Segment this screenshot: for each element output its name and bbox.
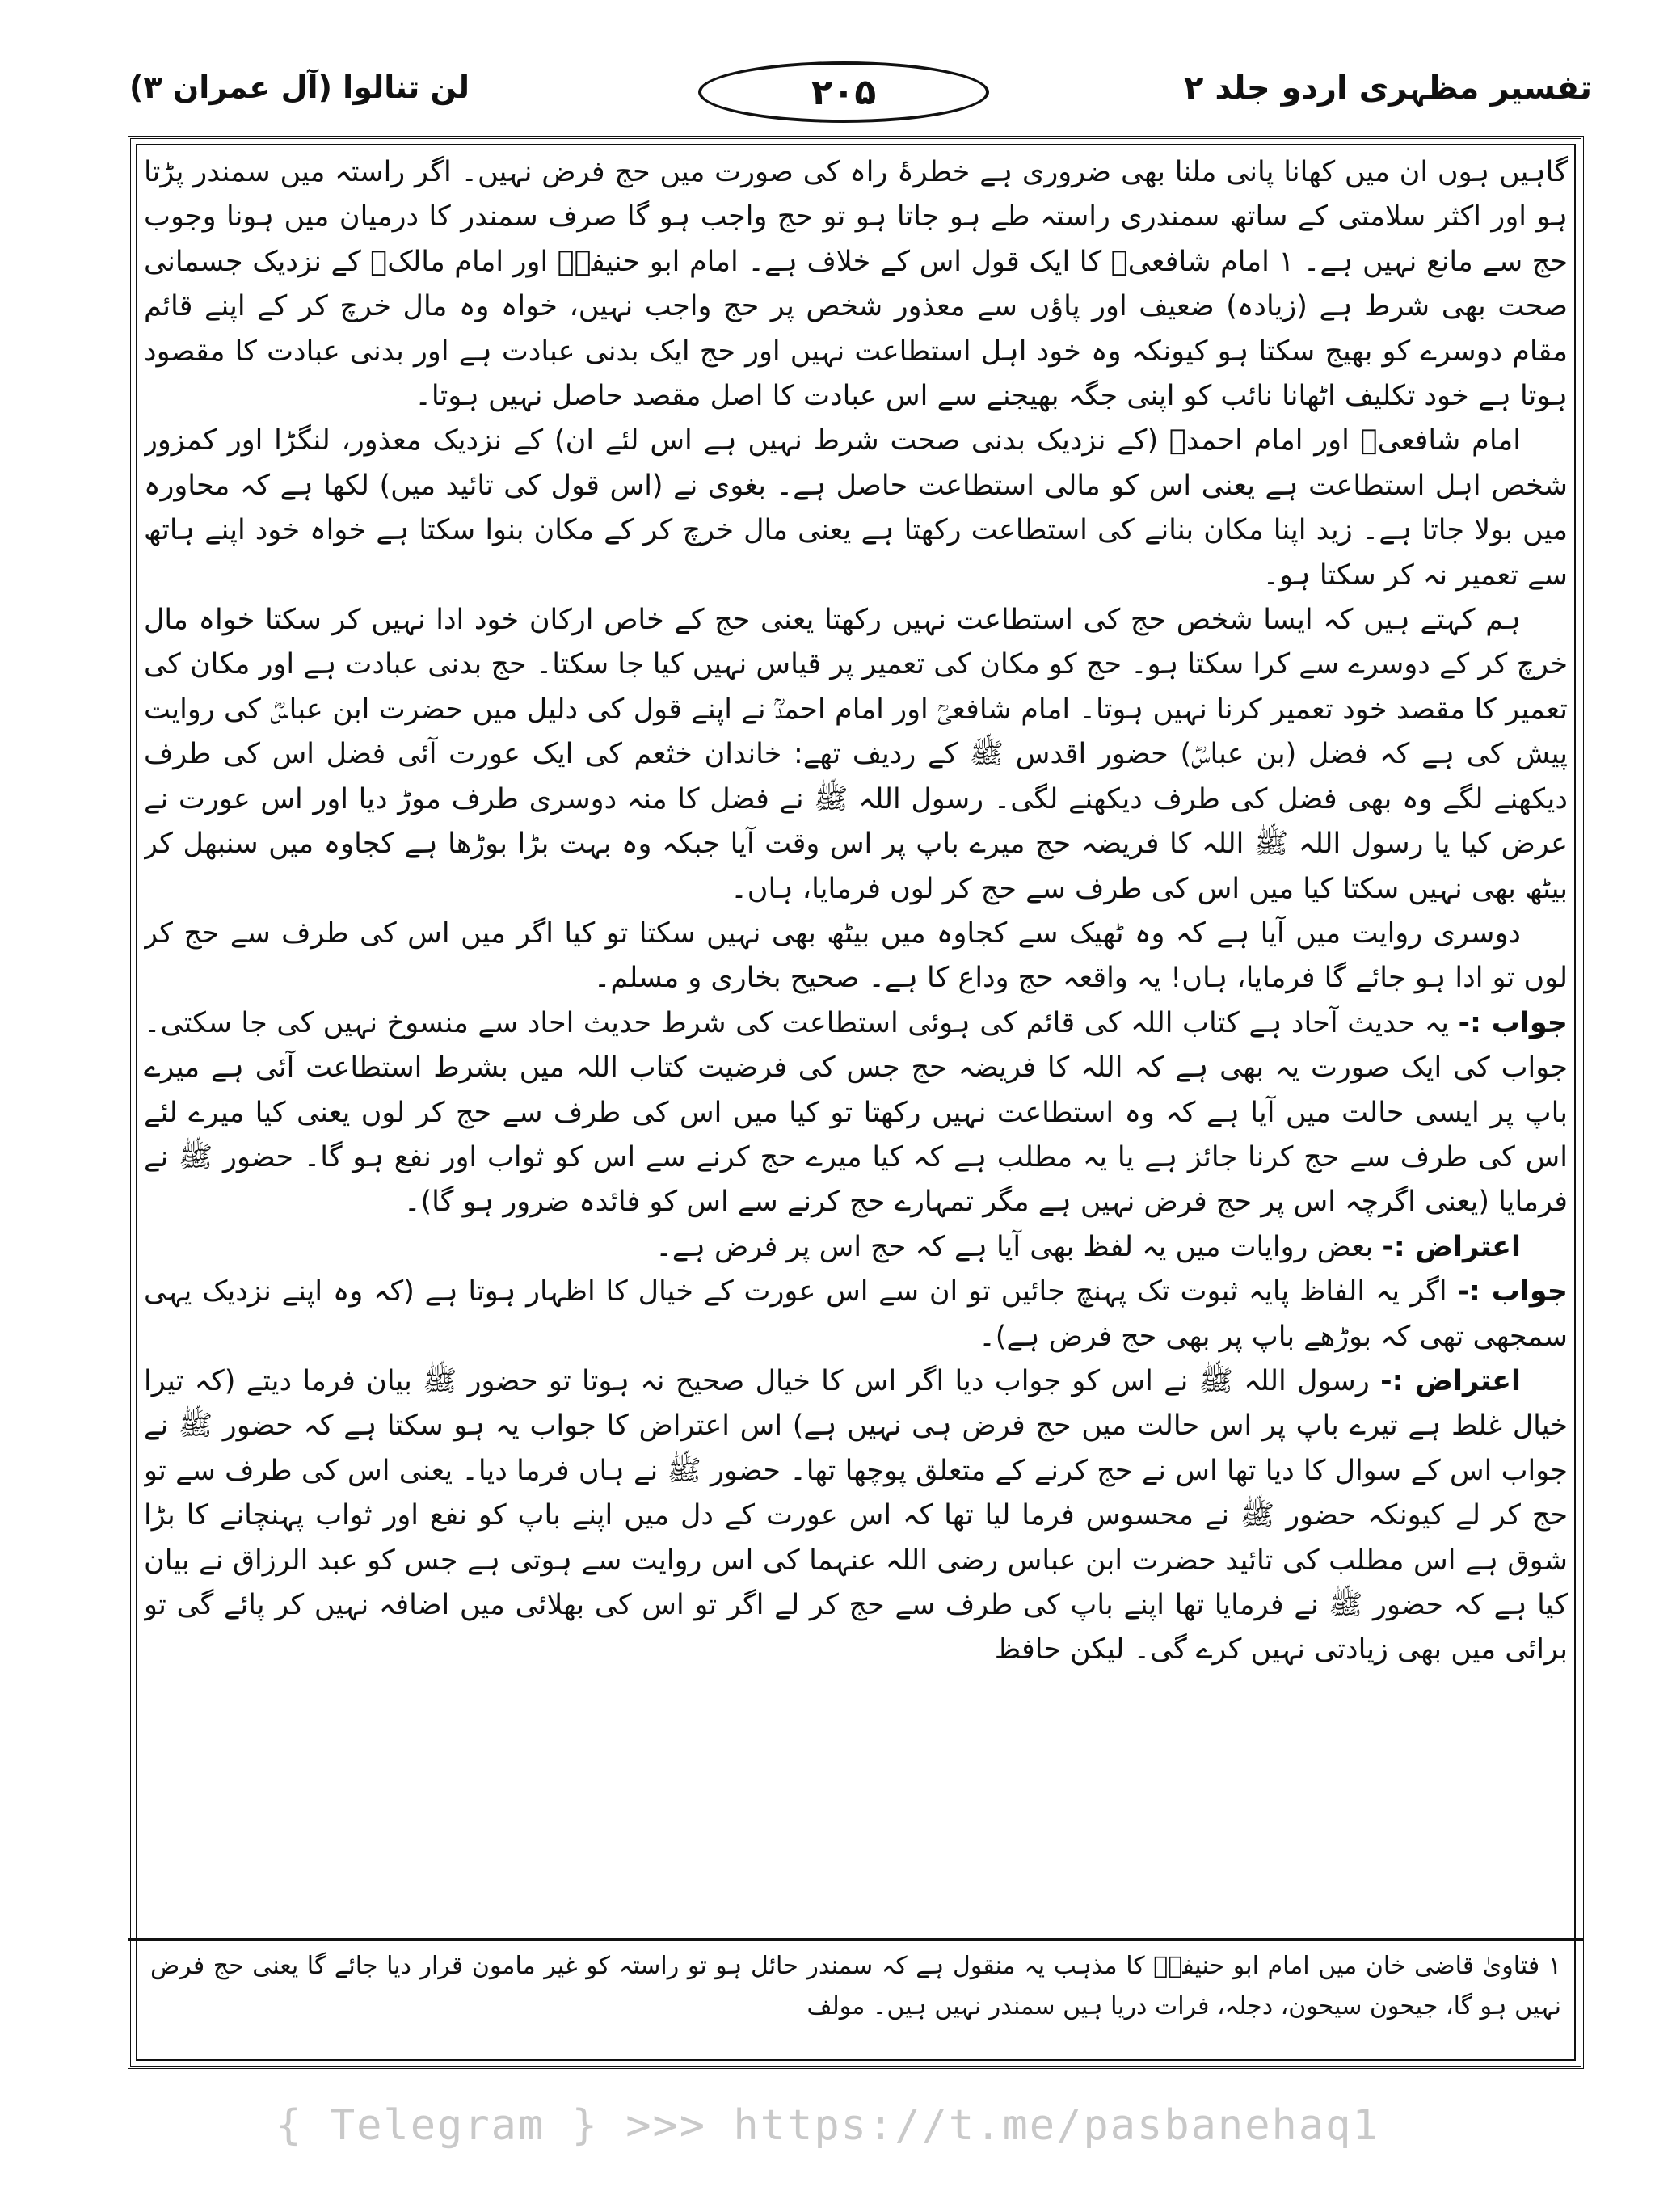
paragraph-lead: اعتراض :- [1380,1364,1521,1397]
page-number: ۲۰۵ [811,71,877,113]
paragraph-lead: اعتراض :- [1382,1230,1521,1263]
section-title: لن تنالوا (آل عمران ۳) [129,70,470,105]
paragraph [144,1270,1568,1359]
main-text [144,150,1568,1920]
footnote-divider [128,1938,1584,1941]
paragraph-text: یہ حدیث آحاد ہے کتاب اللہ کی قائم کی ہوئی استطاعت کی شرط حدیث احاد سے منسوخ نہیں کی جا سکتی۔ جواب کی ایک صورت یہ بھی ہے کہ اللہ کا فریضہ حج جس کی فرضیت کتاب اللہ میں بشرط استطاعت آئی ہے میرے باپ پر ایسی حالت میں آیا ہے کہ وہ استطاعت نہیں رکھتا تو کیا میں اس کی طرف سے حج کر لوں یعنی کیا میرے لئے اس کی طرف سے حج کرنا جائز ہے یا یہ مطلب ہے کہ کیا میرے حج کرنے سے اس کو ثواب اور نفع ہو گا۔ حضور ﷺ نے فرمایا (یعنی اگرچہ اس پر حج فرض نہیں ہے مگر تمہارے حج کرنے سے اس کو فائدہ ضرور ہو گا)۔ [144,1006,1568,1219]
paragraph-text: رسول اللہ ﷺ نے اس کو جواب دیا اگر اس کا خیال صحیح نہ ہوتا تو حضور ﷺ بیان فرما دیتے (کہ تیرا خیال غلط ہے تیرے باپ پر اس حالت میں حج فرض ہی نہیں ہے) اس اعتراض کا جواب یہ ہو سکتا ہے کہ حضور ﷺ نے جواب اس کے سوال کا دیا تھا اس نے حج کرنے کے متعلق پوچھا تھا۔ حضور ﷺ نے ہاں فرما دیا۔ یعنی اس کی طرف سے تو حج کر لے کیونکہ حضور ﷺ نے محسوس فرما لیا تھا کہ اس عورت کے دل میں اپنے باپ کو نفع اور ثواب پہنچانے کا بڑا شوق ہے اس مطلب کی تائید حضرت ابن عباس رضی اللہ عنہما کی اس روایت سے ہوتی ہے جس کو عبد الرزاق نے بیان کیا ہے کہ حضور ﷺ نے فرمایا تھا اپنے باپ کی طرف سے حج کر لے اگر تو اس کی بھلائی میں اضافہ نہیں کر پائے گی تو برائی میں بھی زیادتی نہیں کرے گی۔ لیکن حافظ [144,1364,1568,1666]
paragraph-text: بعض روایات میں یہ لفظ بھی آیا ہے کہ حج اس پر فرض ہے۔ [655,1230,1374,1263]
paragraph [144,150,1568,419]
paragraph-text: اگر یہ الفاظ پایہ ثبوت تک پہنچ جائیں تو ان سے اس عورت کے خیال کا اظہار ہوتا ہے (کہ وہ اپنے نزدیک یہی سمجھی تھی کہ بوڑھے باپ پر بھی حج فرض ہے)۔ [144,1275,1568,1353]
paragraph [144,1359,1568,1673]
paragraph-text: ہم کہتے ہیں کہ ایسا شخص حج کی استطاعت نہیں رکھتا یعنی حج کے خاص ارکان خود ادا نہیں کر سکتا خواہ مال خرچ کر کے دوسرے سے کرا سکتا ہو۔ حج کو مکان کی تعمیر پر قیاس نہیں کیا جا سکتا۔ حج بدنی عبادت ہے اور مکان کی تعمیر کا مقصد خود تعمیر کرنا نہیں ہوتا۔ امام شافعیؒ اور امام احمدؒ نے اپنے قول کی دلیل میں حضرت ابن عباسؓ کی روایت پیش کی ہے کہ فضل (بن عباسؓ) حضور اقدس ﷺ کے ردیف تھے: خاندان خثعم کی ایک عورت آئی فضل اس کی طرف دیکھنے لگے وہ بھی فضل کی طرف دیکھنے لگی۔ رسول اللہ ﷺ نے فضل کا منہ دوسری طرف موڑ دیا اور اس عورت نے عرض کیا یا رسول اللہ ﷺ اللہ کا فریضہ حج میرے باپ پر اس وقت آیا جبکہ وہ بہت بڑا بوڑھا ہے کجاوہ میں سنبھل کر بیٹھ بھی نہیں سکتا کیا میں اس کی طرف سے حج کر لوں فرمایا، ہاں۔ [144,604,1568,905]
page-header [105,61,1592,129]
paragraph-text: دوسری روایت میں آیا ہے کہ وہ ٹھیک سے کجاوہ میں بیٹھ بھی نہیں سکتا تو کیا اگر میں اس کی طرف سے حج کر لوں تو ادا ہو جائے گا فرمایا، ہاں! یہ واقعہ حج وداع کا ہے۔ صحیح بخاری و مسلم۔ [144,916,1568,995]
footnote: ۱ فتاویٰ قاضی خان میں امام ابو حنیفہؒ کا مذہب یہ منقول ہے کہ سمندر حائل ہو تو راستہ کو غیر مامون قرار دیا جائے گا یعنی حج فرض نہیں ہو گا، جیحون سیحون، دجلہ، فرات دریا ہیں سمندر نہیں ہیں۔ مولف [150,1952,1561,2020]
book-title: تفسیر مظہری اردو جلد ۲ [1184,70,1592,107]
paragraph [144,1001,1568,1225]
watermark: { Telegram } >>> https://t.me/pasbanehaq1 [276,2101,1379,2150]
paragraph-text: امام شافعیؒ اور امام احمدؒ (کے نزدیک بدنی صحت شرط نہیں ہے اس لئے ان) کے نزدیک معذور، لنگڑا اور کمزور شخص اہل استطاعت ہے یعنی اس کو مالی استطاعت حاصل ہے۔ بغوی نے (اس قول کی تائید میں) لکھا ہے کہ محاورہ میں بولا جاتا ہے۔ زید اپنا مکان بنانے کی استطاعت رکھتا ہے یعنی مال خرچ کر کے مکان بنوا سکتا ہے خواہ خود اپنے ہاتھ سے تعمیر نہ کر سکتا ہو۔ [144,424,1568,592]
paragraph-text: گاہیں ہوں ان میں کھانا پانی ملنا بھی ضروری ہے خطرۂ راہ کی صورت میں حج فرض نہیں۔ اگر راستہ میں سمندر پڑتا ہو اور اکثر سلامتی کے ساتھ سمندری راستہ طے ہو جاتا ہو تو حج واجب ہو گا صرف سمندر کا درمیان میں ہونا وجوب حج سے مانع نہیں ہے۔ ۱ امام شافعیؒ کا ایک قول اس کے خلاف ہے۔ امام ابو حنیفہؒ اور امام مالکؒ کے نزدیک جسمانی صحت بھی شرط ہے (زیادہ) ضعیف اور پاؤں سے معذور شخص پر حج واجب نہیں، خواہ وہ مال خرچ کر کے اپنے قائم مقام دوسرے کو بھیج سکتا ہو کیونکہ وہ خود اہل استطاعت نہیں اور حج ایک بدنی عبادت ہے اور بدنی عبادت کا مقصود ہوتا ہے خود تکلیف اٹھانا نائب کو اپنی جگہ بھیجنے سے اس عبادت کا اصل مقصد حاصل نہیں ہوتا۔ [144,156,1568,413]
paragraph-lead: جواب :- [1457,1275,1568,1308]
paragraph [144,1225,1568,1270]
page-number-oval [698,61,989,123]
paragraph [144,419,1568,598]
paragraph [144,598,1568,912]
paragraph-lead: جواب :- [1458,1006,1568,1039]
paragraph [144,912,1568,1001]
